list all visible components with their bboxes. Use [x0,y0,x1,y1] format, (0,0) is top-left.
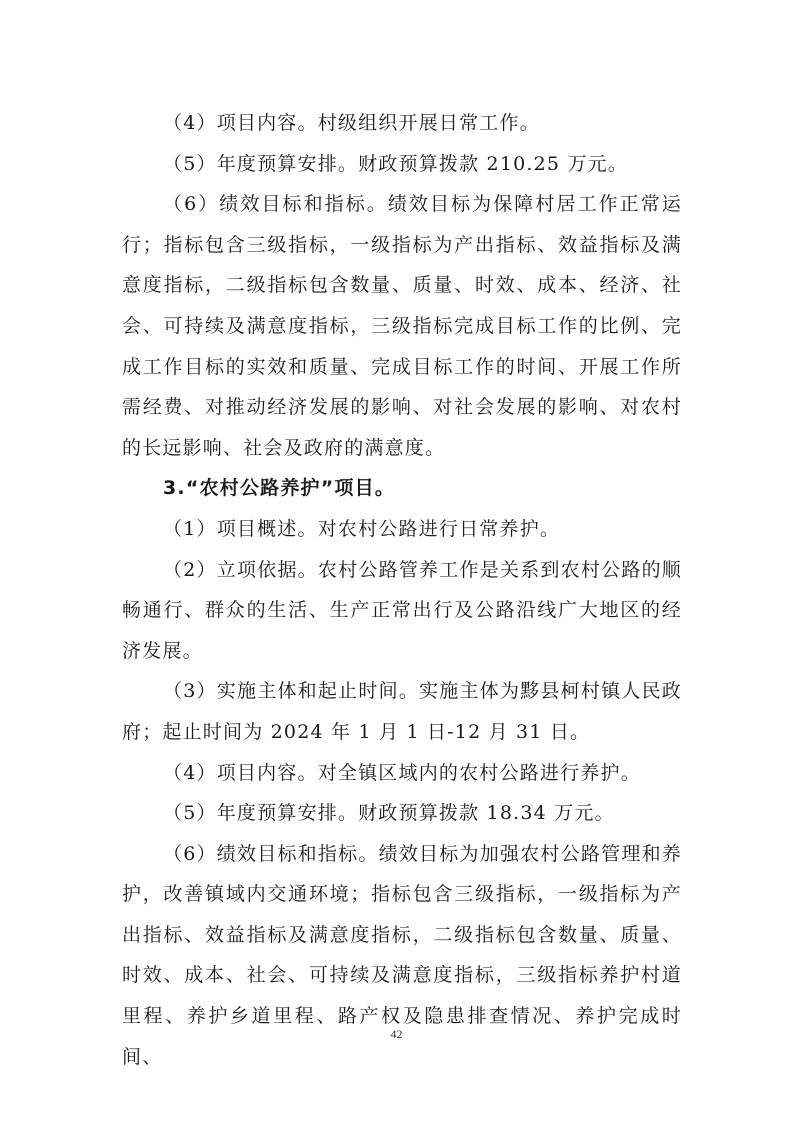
paragraph-project-basis: （2）立项依据。农村公路管养工作是关系到农村公路的顺畅通行、群众的生活、生产正常出行及公路沿线广大地区的经济发展。 [122,558,682,662]
paragraph-road-project-content: （4）项目内容。对全镇区域内的农村公路进行养护。 [163,761,641,784]
paragraph-road-annual-budget: （5）年度预算安排。财政预算拨款 18.34 万元。 [163,802,615,825]
paragraph-performance-goals: （6）绩效目标和指标。绩效目标为保障村居工作正常运行；指标包含三级指标，一级指标为产出指标、效益指标及满意度指标，二级指标包含数量、质量、时效、成本、经济、社会、可持续及满意度指标，三级指标完成目标工作的比例、完成工作目标的实效和质量、完成目标工作的时间、开展工作所需经费、对推动经济发展的影响、对社会发展的影响、对农村的长远影响、社会及政府的满意度。 [122,193,682,459]
body-text [122,103,682,1077]
paragraph-project-content: （4）项目内容。村级组织开展日常工作。 [163,112,540,134]
page-number: 42 [390,1027,403,1041]
paragraph-project-overview: （1）项目概述。对农村公路进行日常养护。 [163,517,561,540]
section-heading-rural-road-maintenance: 3.“农村公路养护”项目。 [163,477,396,500]
paragraph-road-performance-goals: （6）绩效目标和指标。绩效目标为加强农村公路管理和养护，改善镇域内交通环境；指标包含三级指标，一级指标为产出指标、效益指标及满意度指标，二级指标包含数量、质量、时效、成本、社会、可持续及满意度指标，三级指标养护村道里程、养护乡道里程、路产权及隐患排查情况、养护完成时间、 [122,842,682,1068]
paragraph-implementer-and-period: （3）实施主体和起止时间。实施主体为黟县柯村镇人民政府；起止时间为 2024 年 1 月 1 日-12 月 31 日。 [122,680,682,743]
paragraph-annual-budget: （5）年度预算安排。财政预算拨款 210.25 万元。 [163,152,629,175]
